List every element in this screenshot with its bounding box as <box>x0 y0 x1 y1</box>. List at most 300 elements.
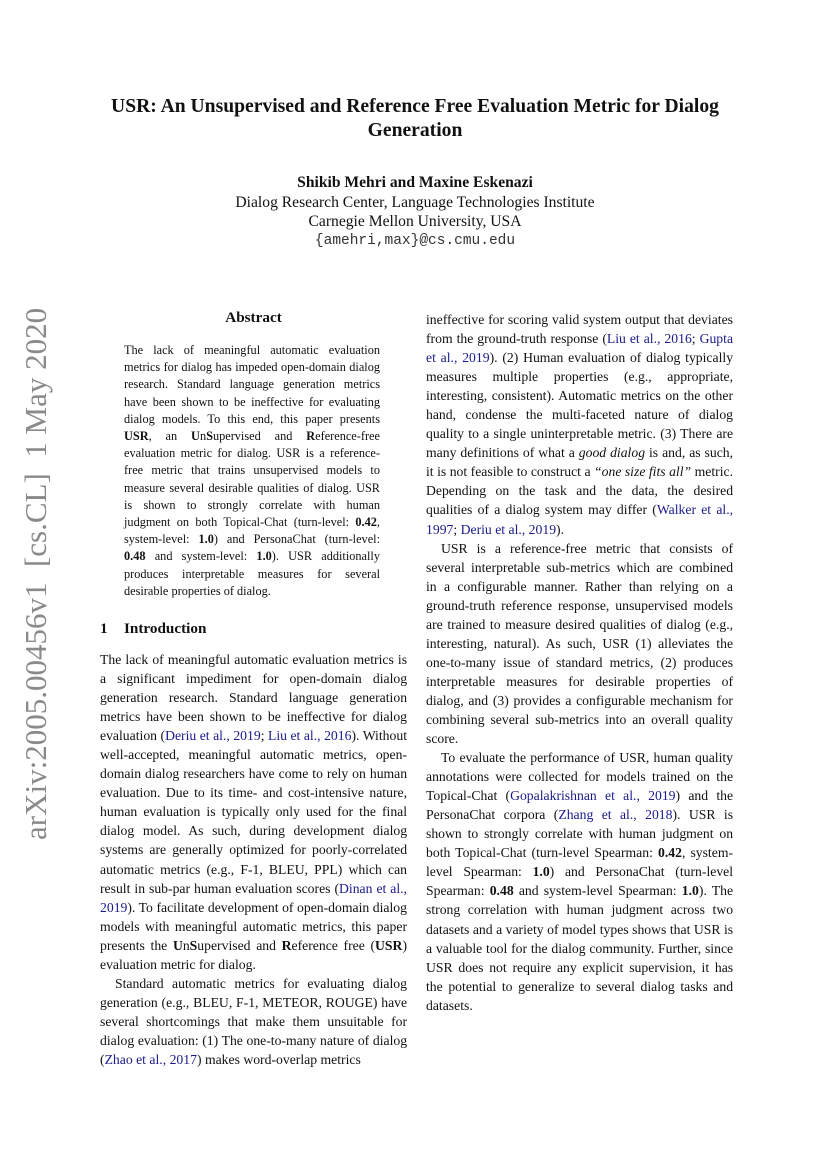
body-text: n <box>199 429 207 444</box>
body-text: that <box>227 1013 248 1029</box>
body-text: Due <box>165 785 189 801</box>
body-text: dialog <box>100 1032 135 1048</box>
citation-link[interactable] <box>615 788 623 803</box>
body-text: for <box>283 975 300 991</box>
citation-link[interactable]: 2019 <box>648 788 676 804</box>
bold-text: 0.42 <box>657 845 682 861</box>
body-text: is <box>397 652 408 667</box>
body-text: poorly-correlated <box>312 842 408 858</box>
body-text: are <box>656 559 673 575</box>
body-text: ; <box>260 728 265 744</box>
body-text: that <box>669 921 691 937</box>
citation-link[interactable] <box>640 788 648 803</box>
body-text: a <box>568 445 575 461</box>
citation-link[interactable]: al., <box>619 807 637 823</box>
body-text: only <box>275 804 300 820</box>
body-text: to <box>501 978 513 994</box>
body-text: the <box>716 635 734 651</box>
body-text <box>527 579 534 594</box>
arxiv-identifier-stamp: arXiv:2005.00456v1 [cs.CL] 1 May 2020 <box>18 307 53 840</box>
body-text: are <box>426 616 443 632</box>
body-text: ). <box>698 883 707 899</box>
body-text: to <box>467 826 479 842</box>
body-text: (2) <box>660 654 677 670</box>
body-text: , system-level: <box>124 515 380 547</box>
body-text <box>251 747 260 762</box>
body-text: of <box>547 921 559 937</box>
body-text: model <box>562 921 597 937</box>
body-text: definitions <box>460 445 519 461</box>
body-text <box>554 864 565 879</box>
body-text: final <box>381 804 408 820</box>
body-text <box>658 483 667 498</box>
citation-link[interactable]: 2017 <box>169 1051 197 1067</box>
citation-link[interactable]: et <box>199 728 210 744</box>
body-text: is <box>206 804 216 820</box>
body-text: differ <box>616 502 648 518</box>
italic-text: fits <box>648 464 666 480</box>
body-text: sub-metrics <box>535 711 600 727</box>
body-text <box>530 655 537 670</box>
body-text: such, <box>567 635 596 651</box>
citation-link[interactable]: al., <box>149 1051 167 1067</box>
body-text: generally <box>172 842 224 858</box>
citation-link[interactable]: 2019 <box>528 521 557 537</box>
body-text: types <box>599 921 629 937</box>
body-text: automatic <box>234 652 289 667</box>
citation-link[interactable]: et <box>376 880 387 896</box>
body-text: are <box>149 842 167 858</box>
body-text: datasets <box>426 921 470 937</box>
citation-link[interactable]: et <box>601 807 612 823</box>
body-text: for <box>511 940 528 956</box>
body-text: and <box>256 937 276 953</box>
body-text: unsuitable <box>327 1013 384 1029</box>
body-text <box>362 671 373 686</box>
body-text: system <box>544 502 583 518</box>
body-text: ). <box>351 728 360 744</box>
body-text: ) <box>196 1051 202 1067</box>
bold-text: U <box>191 429 200 444</box>
body-text: qualities <box>426 502 473 518</box>
citation-link[interactable]: 2016 <box>324 728 352 744</box>
body-text <box>278 671 289 686</box>
citation-link[interactable]: al., <box>213 728 230 744</box>
author-names: Shikib Mehri and Maxine Eskenazi <box>297 174 533 191</box>
body-text: is <box>723 807 734 823</box>
body-text: annotations <box>426 769 490 785</box>
body-text: correlate <box>534 826 583 842</box>
body-text: METEOR, <box>262 994 322 1010</box>
body-text <box>251 671 262 686</box>
body-text: which <box>616 559 650 575</box>
body-text: for <box>337 804 354 820</box>
body-text: require <box>512 959 552 975</box>
body-text: configurable <box>576 692 646 708</box>
body-text: dialog <box>372 709 408 725</box>
citation-link[interactable]: Walker <box>656 502 697 518</box>
bold-text: 1.0 <box>681 883 699 899</box>
body-text: ROUGE) <box>325 994 378 1010</box>
body-text: ground-truth <box>477 331 547 347</box>
body-text: a <box>565 692 572 708</box>
body-text: and system-level: <box>145 549 257 564</box>
body-text: performance <box>530 750 600 766</box>
body-text <box>587 541 596 556</box>
body-text: has <box>714 959 734 975</box>
body-text: a <box>584 464 591 480</box>
citation-link[interactable]: Gopalakrishnan <box>510 788 597 804</box>
citation-link[interactable]: al., <box>440 350 458 366</box>
section-number: 1 <box>100 620 108 637</box>
body-text <box>477 369 493 384</box>
citation-link[interactable]: Dinan <box>339 880 373 896</box>
citation-link[interactable]: et <box>605 788 615 804</box>
body-text: quality <box>695 750 734 766</box>
body-text: PersonaChat <box>426 807 496 823</box>
body-text <box>711 674 722 689</box>
body-text <box>660 541 669 556</box>
body-text: produces <box>683 654 734 670</box>
body-text: ) <box>402 937 407 953</box>
body-text: dialog <box>100 823 135 839</box>
body-text: The <box>221 1032 243 1048</box>
body-text <box>559 902 567 917</box>
body-text: valid <box>551 312 580 327</box>
body-text: the <box>605 483 623 499</box>
body-text <box>175 671 186 686</box>
citation-link[interactable] <box>597 788 605 803</box>
body-text: (3) <box>660 426 677 442</box>
body-text: and, <box>662 445 686 461</box>
body-text: and <box>518 883 539 899</box>
body-text: (e.g., <box>206 861 235 877</box>
citation-link[interactable]: et <box>426 350 436 366</box>
body-text: the <box>716 788 734 804</box>
body-text: the <box>509 750 527 766</box>
body-text: a <box>494 540 501 556</box>
body-text: for <box>198 956 215 972</box>
body-text: ; <box>691 331 696 347</box>
body-text <box>364 976 372 991</box>
citation-link[interactable] <box>593 807 601 822</box>
body-text: and <box>468 692 489 708</box>
body-text: the <box>530 940 548 956</box>
body-text: USR <box>693 921 721 937</box>
body-text: a <box>426 940 433 956</box>
body-text: on <box>719 826 734 842</box>
body-text: several <box>596 978 635 994</box>
body-text: interpretable <box>470 559 541 575</box>
bold-text: 1.0 <box>256 549 272 564</box>
body-text: human <box>194 880 232 896</box>
body-text: models <box>606 769 646 785</box>
body-text: unsupervised <box>615 597 688 613</box>
body-text: interesting, <box>426 635 488 651</box>
body-text <box>527 902 535 917</box>
body-text: to <box>489 616 501 632</box>
body-text: of <box>603 750 616 766</box>
citation-link[interactable]: et <box>495 521 506 537</box>
body-text: models <box>693 597 734 613</box>
body-text: the <box>456 331 474 347</box>
body-text: development <box>293 823 365 839</box>
citation-link[interactable]: al., <box>716 502 734 518</box>
citation-link[interactable]: et <box>701 502 712 518</box>
body-text: generalize <box>518 978 575 994</box>
body-text: with <box>588 826 613 842</box>
body-text: optimized <box>229 842 284 858</box>
body-text: development <box>207 899 279 915</box>
body-text: system-level <box>426 845 734 880</box>
citation-link[interactable]: 2018 <box>645 807 673 823</box>
body-text: have <box>146 709 173 725</box>
body-text: ). USR additionally produces interpretable measures for several desirable properties of dialog. <box>124 549 381 598</box>
body-text: make <box>255 1013 286 1029</box>
body-text: of <box>522 445 535 461</box>
body-text: desired <box>555 616 595 632</box>
body-text: meaningful <box>167 652 231 667</box>
body-text: datasets. <box>426 997 473 1013</box>
citation-link[interactable]: 2019 <box>100 899 128 915</box>
body-text: metrics, <box>609 654 654 670</box>
body-text: and <box>564 864 585 880</box>
body-text <box>134 823 143 838</box>
citation-link[interactable]: Gupta <box>699 331 734 347</box>
body-text: , <box>681 845 686 861</box>
body-text: one-to-many <box>426 654 496 670</box>
body-text: (turn-level <box>531 845 590 861</box>
citation-link[interactable]: Liu <box>606 331 626 347</box>
body-text: evaluate <box>459 750 506 766</box>
intro-paragraph <box>426 539 733 749</box>
body-text: configurable <box>457 578 527 594</box>
body-text: ) <box>675 788 681 804</box>
body-text: makes <box>204 1051 240 1067</box>
body-text: The lack of meaningful automatic evaluation metrics for dialog has impeded open-domain dialog research. Standard language generation metrics have been shown to be ineffective for evaluating dialog models. To this end, this paper presents <box>124 343 380 426</box>
citation-link[interactable]: al., <box>623 788 640 804</box>
italic-text: size <box>624 464 646 480</box>
body-text: strongly <box>484 826 529 842</box>
body-text: response <box>550 331 599 347</box>
body-text: system <box>583 312 622 327</box>
citation-link[interactable]: 2019 <box>233 728 261 744</box>
bold-text: S <box>206 429 213 444</box>
citation-link[interactable]: Liu <box>267 728 287 744</box>
body-text: tool <box>486 940 508 956</box>
body-text: trained <box>652 769 691 785</box>
body-text: model. <box>142 823 181 839</box>
body-text: feasible <box>470 464 514 480</box>
body-text: collected <box>528 769 578 785</box>
body-text: task <box>544 483 567 499</box>
body-text: be <box>267 709 281 725</box>
citation-link[interactable]: et <box>290 728 301 744</box>
italic-text: good <box>578 445 607 461</box>
body-text: for <box>262 671 279 687</box>
citation-link[interactable]: al., <box>303 728 321 744</box>
body-text: Human <box>523 350 564 366</box>
body-text <box>676 655 683 670</box>
body-text: meaningful <box>188 747 251 763</box>
body-text <box>665 864 676 879</box>
body-text: multi-faceted <box>551 407 625 423</box>
body-text: and <box>713 978 734 994</box>
body-text: than <box>628 578 653 594</box>
body-text: a <box>726 578 733 594</box>
body-text: of <box>650 616 662 632</box>
body-text: metrics, <box>302 918 346 934</box>
intro-paragraph <box>426 310 733 539</box>
body-text: combining <box>426 711 485 727</box>
citation-link[interactable]: et <box>136 1051 146 1067</box>
body-text: for <box>717 692 733 708</box>
body-text: multiple <box>492 369 539 385</box>
body-text <box>338 690 349 705</box>
body-text: ). <box>672 807 681 823</box>
body-text: desirable <box>595 673 645 689</box>
body-text: sub-par <box>149 880 191 896</box>
body-text: relying <box>659 578 699 594</box>
body-text: on <box>696 769 711 785</box>
body-text: sub-metrics <box>546 559 611 575</box>
body-text: been <box>177 709 204 725</box>
body-text: standard <box>556 654 603 670</box>
body-text: and <box>688 788 709 804</box>
bold-text: 0.48 <box>489 883 514 899</box>
body-text <box>538 369 554 384</box>
citation-link[interactable]: 1997 <box>426 521 454 537</box>
body-text: judgment <box>661 826 714 842</box>
body-text: trained <box>447 616 486 632</box>
citation-link[interactable]: 2016 <box>664 331 692 347</box>
body-text: a <box>494 502 501 518</box>
citation-link[interactable]: Deriu <box>165 728 197 744</box>
body-text: generation <box>100 690 158 706</box>
body-text: is <box>437 464 447 480</box>
body-text: in <box>134 880 146 896</box>
body-text: presents <box>100 937 145 953</box>
body-text: condense <box>465 407 517 423</box>
body-text: the <box>716 769 734 785</box>
citation-link[interactable]: 2019 <box>462 350 490 366</box>
body-text: tasks <box>680 978 708 994</box>
citation-link[interactable]: al., <box>508 521 526 537</box>
body-text <box>684 483 693 498</box>
body-text <box>608 369 624 384</box>
body-text: it <box>426 464 434 480</box>
affiliation-line-1: Dialog Research Center, Language Technologies Institute <box>235 193 595 211</box>
body-text: ( <box>652 502 657 518</box>
body-text: impediment <box>186 671 252 687</box>
body-text: evaluation <box>292 652 350 667</box>
body-text: from <box>426 331 453 347</box>
body-text: to <box>516 464 528 480</box>
citation-link[interactable]: Zhang <box>558 807 594 823</box>
left-column-body <box>100 650 407 1069</box>
body-text <box>453 864 464 879</box>
body-text: valuable <box>435 940 483 956</box>
body-text <box>486 483 495 498</box>
body-text: for <box>391 1013 408 1029</box>
body-text: the <box>150 937 168 953</box>
body-text: As <box>188 823 204 839</box>
abstract-body <box>124 342 380 600</box>
body-text: Further, <box>658 940 702 956</box>
body-text <box>522 864 533 879</box>
intro-paragraph <box>426 748 733 1015</box>
body-text: metrics <box>100 709 141 725</box>
body-text: judgment <box>611 902 664 918</box>
body-text: the <box>426 978 443 994</box>
citation-link[interactable]: al., <box>643 331 661 347</box>
body-text: system-level <box>543 883 613 899</box>
body-text <box>367 747 376 762</box>
body-text: several <box>490 711 530 727</box>
body-text: cost-intensive <box>287 785 364 801</box>
body-text: nature <box>320 1032 355 1048</box>
body-text: of <box>537 654 549 670</box>
body-text: evaluation <box>100 728 158 744</box>
body-text <box>535 483 544 498</box>
body-text: As <box>545 635 561 651</box>
body-text: paper <box>376 918 408 934</box>
body-text: dialog <box>698 407 734 423</box>
body-text: lack <box>125 652 149 667</box>
body-text: for <box>488 312 505 327</box>
body-text: consists <box>669 540 713 556</box>
body-text <box>652 369 668 384</box>
body-text <box>468 541 477 556</box>
body-text: dialog <box>372 1032 408 1048</box>
body-text: time- <box>228 785 258 801</box>
body-text: alleviates <box>658 635 710 651</box>
body-text: typically <box>685 350 734 366</box>
body-text: human <box>618 826 656 842</box>
citation-link[interactable]: Zhao <box>104 1051 133 1067</box>
author-email: {amehri,max}@cs.cmu.edu <box>314 232 516 249</box>
citation-link[interactable]: et <box>629 331 640 347</box>
body-text <box>164 976 172 991</box>
body-text: evaluation <box>143 804 201 820</box>
body-text: have <box>381 994 408 1010</box>
citation-link[interactable]: Deriu <box>460 521 492 537</box>
body-text: shown <box>426 826 462 842</box>
body-text: metrics <box>620 388 661 404</box>
body-text: dialog, <box>426 692 464 708</box>
body-text <box>622 483 631 498</box>
body-text: human <box>100 804 138 820</box>
citation-link[interactable] <box>612 807 620 822</box>
bold-text: 0.42 <box>355 515 377 530</box>
body-text: not <box>449 464 468 480</box>
body-text: systems <box>100 842 144 858</box>
body-text: to <box>312 766 323 782</box>
citation-link[interactable] <box>637 807 645 822</box>
body-text <box>622 579 629 594</box>
body-text: language <box>288 690 339 706</box>
body-text <box>596 483 605 498</box>
citation-link[interactable]: al., <box>390 880 408 896</box>
body-text: ( <box>505 788 511 804</box>
body-text: metrics <box>353 652 394 667</box>
body-text: this <box>351 918 372 934</box>
body-text: to <box>468 426 479 442</box>
body-text: BLEU, <box>193 994 233 1010</box>
body-text: overall <box>651 711 690 727</box>
body-text: Depending <box>426 483 487 499</box>
body-text: ) and PersonaChat (turn-level: <box>213 532 380 547</box>
